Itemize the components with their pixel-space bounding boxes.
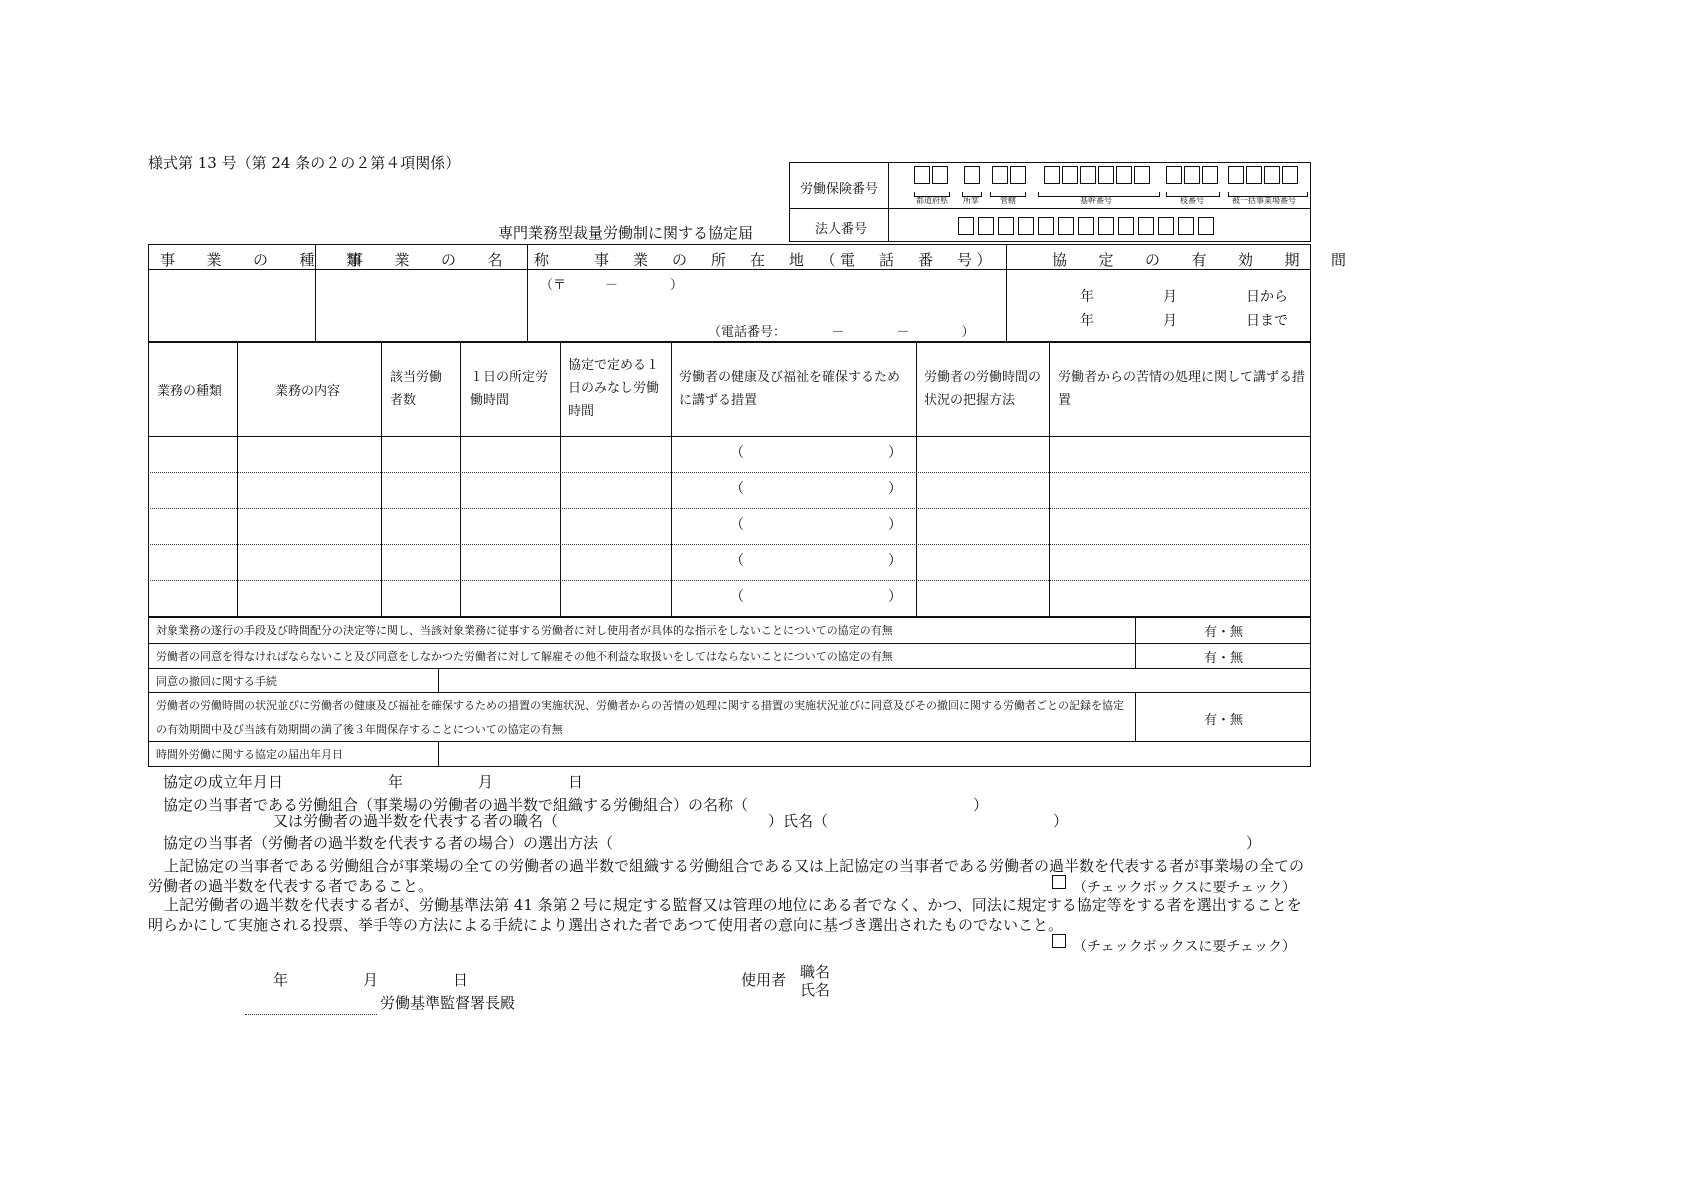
insurance-number-digit[interactable]: [1264, 166, 1280, 184]
sub-label-office: 管轄: [1000, 196, 1016, 205]
health-measure-paren-open: （: [730, 553, 744, 569]
agreement-row-records: 労働者の労働時間の状況並びに労働者の健康及び福祉を確保するための措置の実施状況、労働者からの苦情の処理に関する措置の実施状況並びに同意及びその撤回に関する労働者ごとの記録を協定の有効期間中及び当該有効期間の満了後３年間保存することについての協定の有無: [156, 699, 1124, 736]
agreement-row-consent-value[interactable]: 有・無: [1204, 651, 1244, 666]
insurance-number-digit[interactable]: [1282, 166, 1298, 184]
agreement-row-overtime-date: 時間外労働に関する協定の届出年月日: [156, 748, 343, 761]
agreement-row-records-value[interactable]: 有・無: [1204, 713, 1244, 728]
insurance-number-digit[interactable]: [1010, 166, 1026, 184]
period-from-day: 日から: [1246, 289, 1288, 305]
form-title: 専門業務型裁量労働制に関する協定届: [498, 224, 754, 242]
corporate-number-digit[interactable]: [1178, 217, 1194, 235]
insurance-number-digit[interactable]: [1062, 166, 1078, 184]
insurance-number-digit[interactable]: [1228, 166, 1244, 184]
form-number: 様式第 13 号（第 24 条の２の２第４項関係）: [148, 154, 461, 172]
insurance-number-digit[interactable]: [914, 166, 930, 184]
selection-method-close: ）: [1246, 834, 1262, 852]
union-name-line: 協定の当事者である労働組合（事業場の労働者の過半数で組織する労働組合）の名称（ ）: [163, 796, 989, 814]
insurance-number-digit[interactable]: [1080, 166, 1096, 184]
header-time-tracking: 労働者の労働時間の状況の把握方法: [924, 370, 1042, 408]
corporate-number-digit[interactable]: [1038, 217, 1054, 235]
sub-label-jurisdiction: 所掌: [963, 196, 979, 205]
declaration-paragraph-2: 上記労働者の過半数を代表する者が、労働基準法第 41 条第２号に規定する監督又は管理の地位にある者でなく、かつ、同法に規定する協定等をする者を選出することを明らかにして実施される投票、挙手等の方法による手続により選出された者であつて使用者の意向に基づき選出されたものでないこと。: [148, 896, 1302, 934]
agreement-date-line: 協定の成立年月日 年 月 日: [163, 773, 584, 791]
sub-label-base-number: 基幹番号: [1080, 196, 1112, 205]
corporate-number-digit[interactable]: [1078, 217, 1094, 235]
health-measure-paren-open: （: [730, 517, 744, 533]
period-from-month: 月: [1163, 289, 1177, 305]
agreement-row-withdrawal-value[interactable]: [440, 669, 1310, 691]
health-measure-paren-close: ）: [888, 445, 902, 461]
declaration-1-check-label: （チェックボックスに要チェック）: [1073, 880, 1297, 896]
header-business-location: 事 業 の 所 在 地 （電 話 番 号）: [594, 251, 997, 269]
header-work-content: 業務の内容: [275, 384, 341, 399]
corporate-number-digit[interactable]: [958, 217, 974, 235]
insurance-number-digit[interactable]: [932, 166, 948, 184]
sub-label-prefecture: 都道府県: [916, 196, 948, 205]
agreement-row-overtime-date-value[interactable]: [440, 742, 1310, 766]
header-business-name: 事 業 の 名 称: [348, 251, 558, 269]
labor-standards-office: 労働基準監督署長殿: [380, 994, 516, 1012]
agreement-row-consent: 労働者の同意を得なければならないこと及び同意をしなかつた労働者に対して解雇その他不利益な取扱いをしてはならないことについての協定の有無: [156, 650, 893, 663]
insurance-number-digit[interactable]: [1116, 166, 1132, 184]
postal-code-field[interactable]: （〒 － ）: [540, 278, 684, 293]
corporate-number-digit[interactable]: [1058, 217, 1074, 235]
header-work-type: 業務の種類: [157, 384, 223, 399]
selection-method-line: 協定の当事者（労働者の過半数を代表する者の場合）の選出方法（: [163, 834, 614, 852]
health-measure-paren-open: （: [730, 481, 744, 497]
declaration-1-checkbox[interactable]: [1052, 875, 1066, 889]
insurance-number-label: 労働保険番号: [800, 182, 879, 197]
declaration-paragraph-1: 上記協定の当事者である労働組合が事業場の全ての労働者の過半数で組織する労働組合である又は上記協定の当事者である労働者の過半数を代表する者が事業場の全ての労働者の過半数を代表する者であること。: [148, 857, 1305, 895]
health-measure-paren-close: ）: [888, 481, 902, 497]
health-measure-paren-close: ）: [888, 589, 902, 605]
corporate-number-digit[interactable]: [1158, 217, 1174, 235]
header-prescribed-hours: １日の所定労働時間: [470, 370, 549, 408]
sub-label-branch-number: 枝番号: [1180, 196, 1204, 205]
period-to-month: 月: [1163, 313, 1177, 329]
header-validity-period: 協 定 の 有 効 期 間: [1052, 251, 1355, 269]
corporate-number-digit[interactable]: [1138, 217, 1154, 235]
representative-line: 又は労働者の過半数を代表する者の職名（ ）氏名（ ）: [273, 812, 1069, 830]
agreement-row-withdrawal: 同意の撤回に関する手続: [156, 675, 277, 688]
declaration-2-check-label: （チェックボックスに要チェック）: [1073, 939, 1297, 955]
insurance-number-digit[interactable]: [992, 166, 1008, 184]
corporate-number-digit[interactable]: [1118, 217, 1134, 235]
employer-title-label: 職名: [800, 963, 831, 981]
period-to-year: 年: [1080, 313, 1094, 329]
health-measure-paren-close: ）: [888, 553, 902, 569]
corporate-number-digit[interactable]: [1098, 217, 1114, 235]
corporate-number-digit[interactable]: [1018, 217, 1034, 235]
sub-label-bundled-number: 被一括事業場番号: [1232, 196, 1296, 205]
corporate-number-digit[interactable]: [1198, 217, 1214, 235]
agreement-row-direction-value[interactable]: 有・無: [1204, 625, 1244, 640]
period-from-year: 年: [1080, 289, 1094, 305]
header-deemed-hours: 協定で定める１日のみなし労働時間: [568, 358, 660, 419]
insurance-number-digit[interactable]: [1184, 166, 1200, 184]
insurance-number-digit[interactable]: [1098, 166, 1114, 184]
header-business-type: 事 業 の 種 類: [160, 251, 370, 269]
insurance-number-digit[interactable]: [1246, 166, 1262, 184]
corporate-number-digit[interactable]: [978, 217, 994, 235]
health-measure-paren-open: （: [730, 445, 744, 461]
employer-name-label: 氏名: [800, 981, 831, 999]
declaration-2-checkbox[interactable]: [1052, 934, 1066, 948]
health-measure-paren-open: （: [730, 589, 744, 605]
insurance-number-digit[interactable]: [1044, 166, 1060, 184]
header-health-measures: 労働者の健康及び福祉を確保するために講ずる措置: [679, 370, 901, 408]
employer-label: 使用者: [741, 971, 787, 989]
insurance-number-digit[interactable]: [1202, 166, 1218, 184]
office-name-underline[interactable]: [245, 1014, 377, 1015]
phone-number-field[interactable]: （電話番号： － － ）: [708, 325, 975, 340]
header-complaint-measures: 労働者からの苦情の処理に関して講ずる措置: [1058, 370, 1306, 408]
insurance-number-digit[interactable]: [964, 166, 980, 184]
period-to-day: 日まで: [1246, 313, 1288, 329]
agreement-row-direction: 対象業務の遂行の手段及び時間配分の決定等に関し、当該対象業務に従事する労働者に対し使用者が具体的な指示をしないことについての協定の有無: [156, 624, 893, 637]
signature-date: 年 月 日: [273, 971, 469, 989]
health-measure-paren-close: ）: [888, 517, 902, 533]
corporate-number-digit[interactable]: [998, 217, 1014, 235]
insurance-number-digit[interactable]: [1134, 166, 1150, 184]
corporate-number-label: 法人番号: [815, 222, 868, 237]
insurance-number-digit[interactable]: [1166, 166, 1182, 184]
header-worker-count: 該当労働者数: [390, 370, 443, 408]
